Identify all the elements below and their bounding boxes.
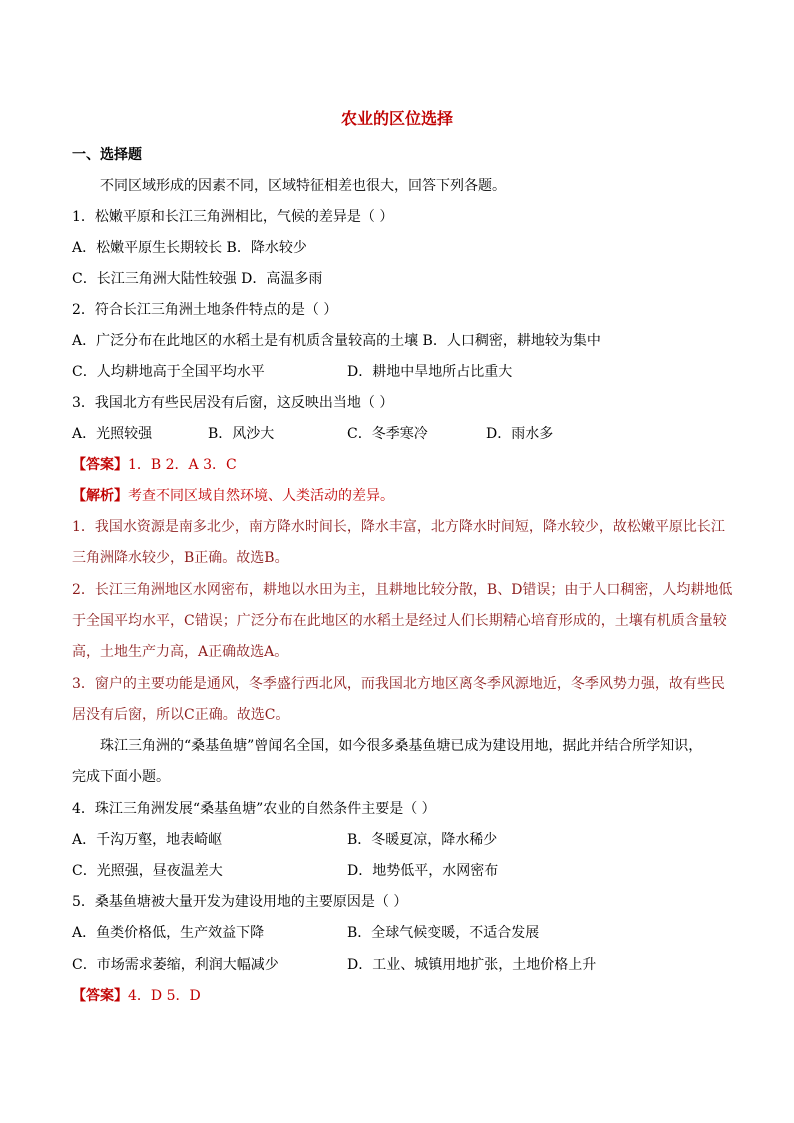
question-5-option-b: B．全球气候变暖，不适合发展 [347,925,540,941]
question-2-option-d: D．耕地中旱地所占比重大 [347,364,513,380]
question-3-stem: 3．我国北方有些民居没有后窗，这反映出当地（ ） [72,395,394,411]
question-2-option-c: C．人均耕地高于全国平均水平 [72,364,265,380]
analysis-1-line-2: 三角洲降水较少，B正确。故选B。 [72,550,289,566]
question-5-option-c: C．市场需求萎缩，利润大幅减少 [72,957,279,973]
answer-2-text: 4．D 5．D [128,988,201,1004]
intro-paragraph-1: 不同区域形成的因素不同，区域特征相差也很大，回答下列各题。 [100,178,506,194]
answer-1 [72,455,237,475]
analysis-header [72,486,394,506]
question-3-option-a: A．光照较强 [72,426,153,442]
answer-2 [72,986,201,1006]
answer-1-text: 1．B 2．A 3．C [128,457,237,473]
question-3-option-d: D．雨水多 [486,426,554,442]
question-4-option-c: C．光照强，昼夜温差大 [72,863,223,879]
analysis-3-line-2: 居没有后窗，所以C正确。故选C。 [72,707,290,723]
question-5-stem: 5．桑基鱼塘被大量开发为建设用地的主要原因是（ ） [72,894,408,910]
question-2-options-ab: A．广泛分布在此地区的水稻土是有机质含量较高的土壤 B．人口稠密，耕地较为集中 [72,333,601,349]
question-5-option-a: A．鱼类价格低，生产效益下降 [72,925,265,941]
answer-1-tag: 【答案】 [72,457,128,473]
question-4-option-d: D．地势低平，水网密布 [347,863,499,879]
question-4-option-b: B．冬暖夏凉，降水稀少 [347,832,498,848]
analysis-2-line-1: 2．长江三角洲地区水网密布，耕地以水田为主，且耕地比较分散，B、D错误；由于人口稠密，人均耕地低 [72,582,733,598]
analysis-text: 考查不同区域自然环境、人类活动的差异。 [128,488,394,504]
analysis-2-line-3: 高，土地生产力高，A正确故选A。 [72,644,289,660]
question-4-stem: 4．珠江三角洲发展“桑基鱼塘”农业的自然条件主要是（ ） [72,801,436,817]
question-2-stem: 2．符合长江三角洲土地条件特点的是（ ） [72,302,338,318]
intro-paragraph-2-line-2: 完成下面小题。 [72,769,170,785]
intro-paragraph-2-line-1: 珠江三角洲的“桑基鱼塘”曾闻名全国，如今很多桑基鱼塘已成为建设用地，据此并结合所学知识， [100,738,703,754]
question-5-option-d: D．工业、城镇用地扩张，土地价格上升 [347,957,597,973]
question-1-options-ab: A．松嫩平原生长期较长 B．降水较少 [72,240,307,256]
question-3-option-b: B．风沙大 [208,426,275,442]
analysis-3-line-1: 3．窗户的主要功能是通风，冬季盛行西北风，而我国北方地区离冬季风源地近，冬季风势力强，故有些民 [72,676,725,692]
question-3-option-c: C．冬季寒冷 [347,426,428,442]
question-1-stem: 1．松嫩平原和长江三角洲相比，气候的差异是（ ） [72,209,394,225]
analysis-1-line-1: 1．我国水资源是南多北少，南方降水时间长，降水丰富，北方降水时间短，降水较少，故松嫩平原比长江 [72,519,725,535]
section-heading: 一、选择题 [72,147,142,163]
question-4-option-a: A．千沟万壑，地表崎岖 [72,832,223,848]
page-title: 农业的区位选择 [340,109,453,128]
question-1-options-cd: C．长江三角洲大陆性较强 D．高温多雨 [72,271,323,287]
analysis-tag: 【解析】 [72,488,128,504]
answer-2-tag: 【答案】 [72,988,128,1004]
analysis-2-line-2: 于全国平均水平，C错误；广泛分布在此地区的水稻土是经过人们长期精心培育形成的，土壤有机质含量较 [72,613,727,629]
